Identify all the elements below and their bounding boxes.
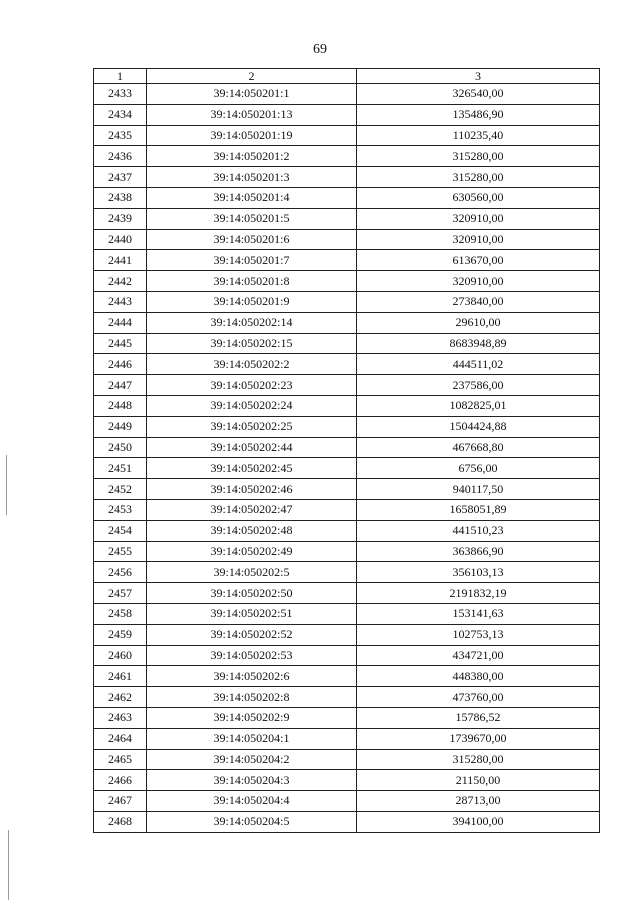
- table-row: [94, 312, 600, 333]
- value: 8683948,89: [357, 333, 600, 354]
- cadastral-number: 39:14:050202:45: [147, 458, 357, 479]
- cadastral-number: 39:14:050202:24: [147, 395, 357, 416]
- value: 315280,00: [357, 167, 600, 188]
- value: 630560,00: [357, 187, 600, 208]
- cadastral-number: 39:14:050202:48: [147, 520, 357, 541]
- row-number: 2465: [94, 749, 147, 770]
- row-number: 2463: [94, 707, 147, 728]
- value: 444511,02: [357, 354, 600, 375]
- row-number: 2441: [94, 250, 147, 271]
- row-number: 2454: [94, 520, 147, 541]
- header-col-1: 1: [94, 69, 147, 84]
- row-number: 2439: [94, 208, 147, 229]
- table-row: [94, 791, 600, 812]
- row-number: 2468: [94, 811, 147, 832]
- cadastral-number: 39:14:050202:6: [147, 666, 357, 687]
- cadastral-number: 39:14:050202:51: [147, 603, 357, 624]
- row-number: 2456: [94, 562, 147, 583]
- cadastral-number: 39:14:050202:2: [147, 354, 357, 375]
- cadastral-number: 39:14:050202:44: [147, 437, 357, 458]
- cadastral-number: 39:14:050201:3: [147, 167, 357, 188]
- row-number: 2446: [94, 354, 147, 375]
- row-number: 2434: [94, 104, 147, 125]
- table-body: [94, 84, 600, 833]
- table-row: [94, 520, 600, 541]
- cadastral-number: 39:14:050202:50: [147, 583, 357, 604]
- row-number: 2447: [94, 375, 147, 396]
- value: 102753,13: [357, 624, 600, 645]
- value: 441510,23: [357, 520, 600, 541]
- value: 940117,50: [357, 479, 600, 500]
- value: 21150,00: [357, 770, 600, 791]
- value: 28713,00: [357, 791, 600, 812]
- row-number: 2445: [94, 333, 147, 354]
- table-row: [94, 645, 600, 666]
- value: 473760,00: [357, 687, 600, 708]
- value: 363866,90: [357, 541, 600, 562]
- scan-edge-mark: [8, 830, 9, 900]
- cadastral-number: 39:14:050202:8: [147, 687, 357, 708]
- cadastral-number: 39:14:050202:15: [147, 333, 357, 354]
- table-row: [94, 666, 600, 687]
- value: 315280,00: [357, 749, 600, 770]
- value: 15786,52: [357, 707, 600, 728]
- cadastral-number: 39:14:050201:4: [147, 187, 357, 208]
- row-number: 2437: [94, 167, 147, 188]
- cadastral-number: 39:14:050202:49: [147, 541, 357, 562]
- value: 2191832,19: [357, 583, 600, 604]
- value: 29610,00: [357, 312, 600, 333]
- value: 273840,00: [357, 291, 600, 312]
- table-row: [94, 562, 600, 583]
- header-col-2: 2: [147, 69, 357, 84]
- table-row: [94, 354, 600, 375]
- cadastral-number: 39:14:050202:53: [147, 645, 357, 666]
- value: 315280,00: [357, 146, 600, 167]
- cadastral-number: 39:14:050201:6: [147, 229, 357, 250]
- value: 1739670,00: [357, 728, 600, 749]
- row-number: 2459: [94, 624, 147, 645]
- row-number: 2440: [94, 229, 147, 250]
- cadastral-number: 39:14:050202:14: [147, 312, 357, 333]
- table-row: [94, 187, 600, 208]
- row-number: 2450: [94, 437, 147, 458]
- header-row: [94, 69, 600, 84]
- table-row: [94, 229, 600, 250]
- table-row: [94, 770, 600, 791]
- row-number: 2466: [94, 770, 147, 791]
- cadastral-number: 39:14:050201:19: [147, 125, 357, 146]
- table-row: [94, 458, 600, 479]
- cadastral-number: 39:14:050201:13: [147, 104, 357, 125]
- table-row: [94, 250, 600, 271]
- value: 237586,00: [357, 375, 600, 396]
- value: 1082825,01: [357, 395, 600, 416]
- table-row: [94, 333, 600, 354]
- scan-edge-mark: [6, 455, 7, 515]
- row-number: 2452: [94, 479, 147, 500]
- value: 320910,00: [357, 271, 600, 292]
- table-row: [94, 271, 600, 292]
- value: 1658051,89: [357, 499, 600, 520]
- row-number: 2451: [94, 458, 147, 479]
- cadastral-number: 39:14:050204:4: [147, 791, 357, 812]
- value: 320910,00: [357, 208, 600, 229]
- value: 1504424,88: [357, 416, 600, 437]
- page-number: 69: [313, 42, 327, 57]
- table-row: [94, 603, 600, 624]
- value: 613670,00: [357, 250, 600, 271]
- table-row: [94, 728, 600, 749]
- cadastral-number: 39:14:050204:3: [147, 770, 357, 791]
- table-row: [94, 84, 600, 105]
- row-number: 2455: [94, 541, 147, 562]
- table-row: [94, 499, 600, 520]
- row-number: 2453: [94, 499, 147, 520]
- row-number: 2448: [94, 395, 147, 416]
- cadastral-number: 39:14:050201:7: [147, 250, 357, 271]
- table-row: [94, 811, 600, 832]
- row-number: 2464: [94, 728, 147, 749]
- table-row: [94, 125, 600, 146]
- table-row: [94, 395, 600, 416]
- row-number: 2438: [94, 187, 147, 208]
- table-row: [94, 749, 600, 770]
- row-number: 2467: [94, 791, 147, 812]
- table-row: [94, 541, 600, 562]
- cadastral-number: 39:14:050204:1: [147, 728, 357, 749]
- table-row: [94, 624, 600, 645]
- row-number: 2436: [94, 146, 147, 167]
- cadastral-number: 39:14:050201:2: [147, 146, 357, 167]
- table-row: [94, 437, 600, 458]
- table-row: [94, 104, 600, 125]
- value: 326540,00: [357, 84, 600, 105]
- value: 153141,63: [357, 603, 600, 624]
- value: 6756,00: [357, 458, 600, 479]
- cadastral-number: 39:14:050204:2: [147, 749, 357, 770]
- row-number: 2443: [94, 291, 147, 312]
- table-row: [94, 707, 600, 728]
- value: 135486,90: [357, 104, 600, 125]
- value: 320910,00: [357, 229, 600, 250]
- row-number: 2444: [94, 312, 147, 333]
- data-table: [93, 68, 600, 833]
- table-row: [94, 583, 600, 604]
- row-number: 2462: [94, 687, 147, 708]
- table-row: [94, 375, 600, 396]
- cadastral-number: 39:14:050201:1: [147, 84, 357, 105]
- value: 110235,40: [357, 125, 600, 146]
- cadastral-number: 39:14:050202:23: [147, 375, 357, 396]
- cadastral-number: 39:14:050201:9: [147, 291, 357, 312]
- table-row: [94, 146, 600, 167]
- row-number: 2435: [94, 125, 147, 146]
- cadastral-number: 39:14:050201:8: [147, 271, 357, 292]
- row-number: 2458: [94, 603, 147, 624]
- row-number: 2433: [94, 84, 147, 105]
- row-number: 2442: [94, 271, 147, 292]
- table-row: [94, 167, 600, 188]
- table-header: [94, 69, 600, 84]
- value: 434721,00: [357, 645, 600, 666]
- cadastral-number: 39:14:050202:46: [147, 479, 357, 500]
- value: 448380,00: [357, 666, 600, 687]
- cadastral-number: 39:14:050202:9: [147, 707, 357, 728]
- cadastral-number: 39:14:050201:5: [147, 208, 357, 229]
- cadastral-number: 39:14:050202:47: [147, 499, 357, 520]
- cadastral-number: 39:14:050202:52: [147, 624, 357, 645]
- table-row: [94, 479, 600, 500]
- row-number: 2460: [94, 645, 147, 666]
- table-row: [94, 291, 600, 312]
- row-number: 2461: [94, 666, 147, 687]
- cadastral-number: 39:14:050202:5: [147, 562, 357, 583]
- table-row: [94, 208, 600, 229]
- table-row: [94, 687, 600, 708]
- header-col-3: 3: [357, 69, 600, 84]
- value: 356103,13: [357, 562, 600, 583]
- table-row: [94, 416, 600, 437]
- row-number: 2449: [94, 416, 147, 437]
- value: 467668,80: [357, 437, 600, 458]
- cadastral-number: 39:14:050202:25: [147, 416, 357, 437]
- cadastral-number: 39:14:050204:5: [147, 811, 357, 832]
- value: 394100,00: [357, 811, 600, 832]
- row-number: 2457: [94, 583, 147, 604]
